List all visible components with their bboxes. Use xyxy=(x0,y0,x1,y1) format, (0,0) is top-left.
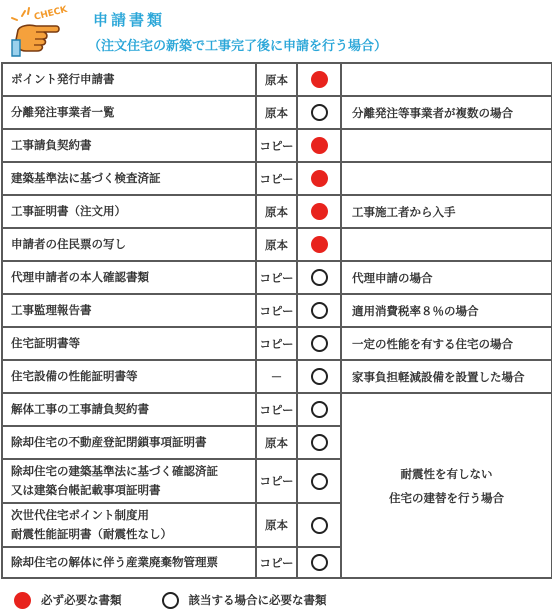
table-row xyxy=(2,63,552,96)
legend-item-required xyxy=(14,592,122,609)
document-type: コピー xyxy=(256,547,297,578)
document-name: 建築基準法に基づく検査済証 xyxy=(2,162,256,195)
page-title: 申請書類 xyxy=(93,11,166,29)
document-name: 除却住宅の解体に伴う産業廃棄物管理票 xyxy=(2,547,256,578)
document-note: 一定の性能を有する住宅の場合 xyxy=(341,327,552,360)
document-name: 工事監理報告書 xyxy=(2,294,256,327)
document-type: － xyxy=(256,360,297,393)
table-row xyxy=(2,393,552,426)
table-row xyxy=(2,195,552,228)
required-mark-icon xyxy=(311,71,328,88)
merged-note-cell xyxy=(341,393,552,578)
conditional-mark-icon xyxy=(311,434,328,451)
table-row xyxy=(2,228,552,261)
header xyxy=(0,0,552,62)
legend xyxy=(14,590,327,610)
document-name: 代理申請者の本人確認書類 xyxy=(2,261,256,294)
merged-note-line2: 住宅の建替を行う場合 xyxy=(389,490,504,505)
document-name-line1: 次世代住宅ポイント制度用 xyxy=(11,508,149,522)
document-name xyxy=(2,459,256,503)
document-name: 工事請負契約書 xyxy=(2,129,256,162)
legend-label-conditional: 該当する場合に必要な書類 xyxy=(188,593,327,607)
table-row xyxy=(2,162,552,195)
document-type: 原本 xyxy=(256,503,297,547)
document-name: 住宅設備の性能証明書等 xyxy=(2,360,256,393)
document-name-line1: 除却住宅の建築基準法に基づく確認済証 xyxy=(11,464,218,478)
document-note: 代理申請の場合 xyxy=(341,261,552,294)
document-type: コピー xyxy=(256,459,297,503)
document-type: コピー xyxy=(256,327,297,360)
table-row xyxy=(2,360,552,393)
conditional-mark-icon xyxy=(311,302,328,319)
document-type: コピー xyxy=(256,261,297,294)
table-row xyxy=(2,129,552,162)
required-mark-icon xyxy=(311,170,328,187)
required-mark-icon xyxy=(311,137,328,154)
merged-note-line1: 耐震性を有しない xyxy=(400,466,493,481)
document-note xyxy=(341,228,552,261)
document-type: 原本 xyxy=(256,96,297,129)
document-note xyxy=(341,162,552,195)
conditional-mark-icon xyxy=(311,473,328,490)
table-row xyxy=(2,294,552,327)
document-type: 原本 xyxy=(256,426,297,459)
document-type: コピー xyxy=(256,129,297,162)
document-name-line2: 又は建築台帳記載事項証明書 xyxy=(11,483,161,497)
document-note: 家事負担軽減設備を設置した場合 xyxy=(341,360,552,393)
legend-item-conditional xyxy=(162,592,327,609)
documents-table xyxy=(1,62,552,579)
conditional-mark-icon xyxy=(162,592,179,609)
document-note: 適用消費税率８％の場合 xyxy=(341,294,552,327)
document-type: 原本 xyxy=(256,63,297,96)
conditional-mark-icon xyxy=(311,554,328,571)
check-badge-text: CHECK xyxy=(33,4,69,23)
document-note xyxy=(341,129,552,162)
required-mark-icon xyxy=(311,236,328,253)
page-subtitle: （注文住宅の新築で工事完了後に申請を行う場合） xyxy=(88,39,388,54)
document-name: 申請者の住民票の写し xyxy=(2,228,256,261)
pointing-hand-check-icon xyxy=(8,2,74,58)
document-note: 分離発注等事業者が複数の場合 xyxy=(341,96,552,129)
document-name: 分離発注事業者一覧 xyxy=(2,96,256,129)
document-type: コピー xyxy=(256,294,297,327)
document-name: 解体工事の工事請負契約書 xyxy=(2,393,256,426)
document-type: 原本 xyxy=(256,195,297,228)
document-type: コピー xyxy=(256,162,297,195)
conditional-mark-icon xyxy=(311,401,328,418)
document-name: 除却住宅の不動産登記閉鎖事項証明書 xyxy=(2,426,256,459)
legend-label-required: 必ず必要な書類 xyxy=(41,593,122,607)
table-row xyxy=(2,327,552,360)
table-row xyxy=(2,261,552,294)
required-mark-icon xyxy=(311,203,328,220)
document-name: 工事証明書（注文用） xyxy=(2,195,256,228)
document-name: 住宅証明書等 xyxy=(2,327,256,360)
document-note xyxy=(341,63,552,96)
document-name xyxy=(2,503,256,547)
document-name: ポイント発行申請書 xyxy=(2,63,256,96)
document-type: コピー xyxy=(256,393,297,426)
conditional-mark-icon xyxy=(311,368,328,385)
document-type: 原本 xyxy=(256,228,297,261)
conditional-mark-icon xyxy=(311,104,328,121)
conditional-mark-icon xyxy=(311,335,328,352)
conditional-mark-icon xyxy=(311,269,328,286)
document-name-line2: 耐震性能証明書（耐震性なし） xyxy=(11,527,172,541)
table-row xyxy=(2,96,552,129)
required-mark-icon xyxy=(14,592,31,609)
conditional-mark-icon xyxy=(311,517,328,534)
document-note: 工事施工者から入手 xyxy=(341,195,552,228)
